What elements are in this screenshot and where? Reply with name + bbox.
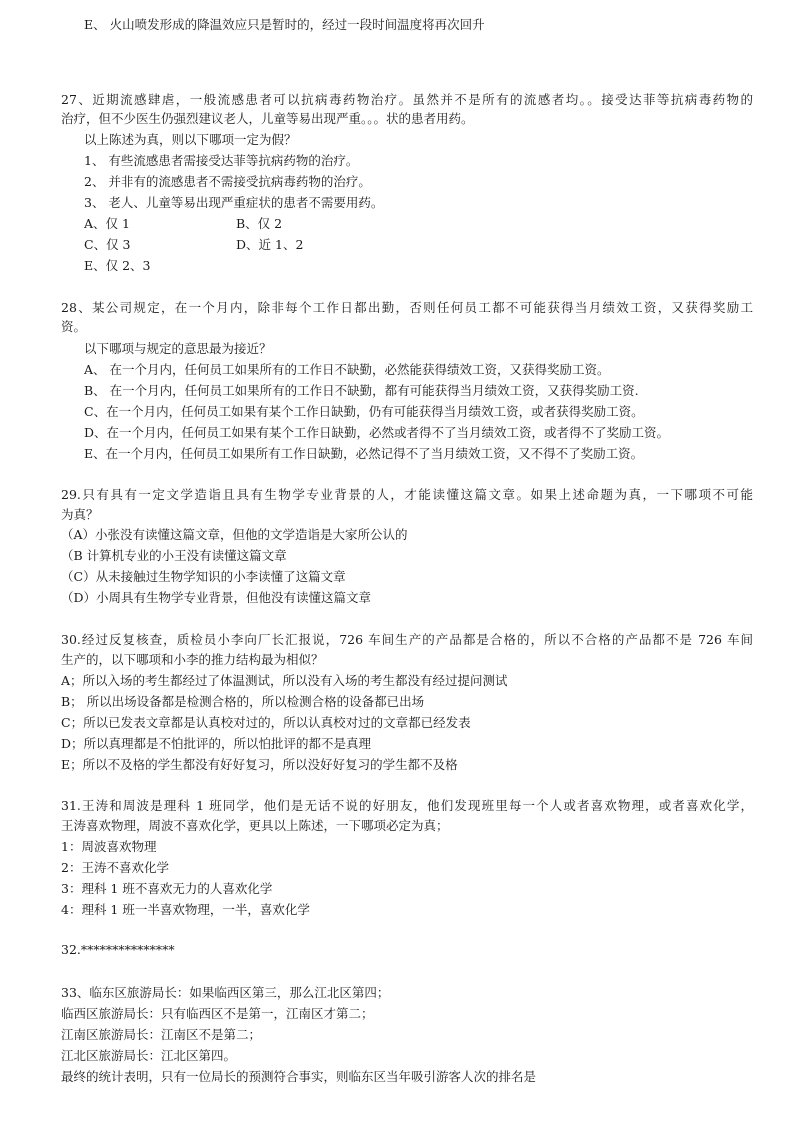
q29-option-d: （D）小周具有生物学专业背景，但他没有读懂这篇文章: [61, 590, 372, 605]
q27-prompt: 以上陈述为真，则以下哪项一定为假？: [84, 132, 297, 147]
q27-option-e: E、仅 2、3: [84, 258, 151, 273]
q30-option-b: B； 所以出场设备都是检测合格的，所以检测合格的设备都已出场: [61, 694, 425, 709]
q29-option-a: （A）小张没有读懂这篇文章，但他的文学造诣是大家所公认的: [61, 527, 408, 542]
q32-stem: 32.***************: [61, 942, 175, 957]
q29-stem-line2: 为真？: [61, 507, 99, 522]
q30-stem-line1: 30.经过反复核查，质检员小李向厂长汇报说，726 车间生产的产品都是合格的，所以不合格的产品都不是 726 车间: [61, 632, 753, 647]
q29-option-b: （B 计算机专业的小王没有读懂这篇文章: [61, 548, 287, 563]
q31-option-3: 3：理科 1 班不喜欢无力的人喜欢化学: [61, 881, 273, 896]
q27-option-b: B、仅 2: [236, 216, 283, 231]
q28-option-d: D、在一个月内，任何员工如果有某个工作日缺勤，必然或者得不了当月绩效工资，或者得不了奖励工资。: [84, 425, 670, 440]
q28-option-a: A、 在一个月内，任何员工如果所有的工作日不缺勤，必然能获得绩效工资，又获得奖励工资。: [84, 362, 610, 377]
q28-stem-line1: 28、某公司规定，在一个月内，除非每个工作日都出勤，否则任何员工都不可能获得当月绩效工资，又获得奖励工: [61, 300, 753, 315]
q27-option-a: A、仅 1: [84, 216, 130, 231]
q27-option-c: C、仅 3: [84, 237, 131, 252]
q30-option-a: A；所以入场的考生都经过了体温测试，所以没有入场的考生都没有经过提问测试: [61, 673, 508, 688]
q33-line2: 临西区旅游局长：只有临西区不是第一，江南区才第二；: [61, 1006, 374, 1021]
q29-stem-line1: 29.只有具有一定文学造诣且具有生物学专业背景的人，才能读懂这篇文章。如果上述命题为真，一下哪项不可能: [61, 487, 753, 502]
q31-option-1: 1：周波喜欢物理: [61, 839, 157, 854]
q27-stem-line1: 27、近期流感肆虐，一般流感患者可以抗病毒药物治疗。虽然并不是所有的流感者均。。接受达菲等抗病毒药物的: [61, 92, 753, 107]
q27-statement-1: 1、 有些流感患者需接受达菲等抗病药物的治疗。: [84, 153, 359, 168]
q30-option-e: E；所以不及格的学生都没有好好复习，所以没好好复习的学生都不及格: [61, 757, 458, 772]
q33-line3: 江南区旅游局长：江南区不是第二；: [61, 1027, 262, 1042]
q27-statement-2: 2、 并非有的流感患者不需接受抗病毒药物的治疗。: [84, 174, 371, 189]
q31-stem-line2: 王涛喜欢物理，周波不喜欢化学，更具以上陈述，一下哪项必定为真；: [61, 818, 449, 833]
q33-line4: 江北区旅游局长：江北区第四。: [61, 1048, 237, 1063]
q28-stem-line2: 资。: [61, 319, 87, 334]
q28-option-c: C、在一个月内，任何员工如果有某个工作日缺勤，仍有可能获得当月绩效工资，或者获得奖励工资。: [84, 404, 644, 419]
q28-option-b: B、 在一个月内，任何员工如果所有的工作日不缺勤，都有可能获得当月绩效工资，又获得奖励工资.: [84, 383, 639, 398]
q33-line1: 33、临东区旅游局长：如果临西区第三，那么江北区第四；: [61, 985, 390, 1000]
q26-option-e: E、 火山喷发形成的降温效应只是暂时的，经过一段时间温度将再次回升: [84, 17, 485, 32]
q33-line5: 最终的统计表明，只有一位局长的预测符合事实，则临东区当年吸引游客人次的排名是: [61, 1069, 537, 1084]
q27-stem-line2: 治疗，但不少医生仍强烈建议老人，儿童等易出现严重。。。状的患者用药。: [61, 111, 474, 126]
q30-stem-line2: 生产的，以下哪项和小李的推力结构最为相似？: [61, 652, 324, 667]
q31-stem-line1: 31.王涛和周波是理科 1 班同学，他们是无话不说的好朋友，他们发现班里每一个人或者喜欢物理，或者喜欢化学，: [61, 798, 753, 813]
q27-option-d: D、近 1、2: [236, 237, 304, 252]
q30-option-c: C；所以已发表文章都是认真校对过的，所以认真校对过的文章都已经发表: [61, 715, 471, 730]
q30-option-d: D；所以真理都是不怕批评的，所以怕批评的都不是真理: [61, 736, 372, 751]
q28-prompt: 以下哪项与规定的意思最为接近？: [84, 341, 272, 356]
q31-option-4: 4：理科 1 班一半喜欢物理，一半，喜欢化学: [61, 902, 310, 917]
q29-option-c: （C）从未接触过生物学知识的小李读懂了这篇文章: [61, 569, 346, 584]
q31-option-2: 2：王涛不喜欢化学: [61, 860, 169, 875]
q27-statement-3: 3、 老人、儿童等易出现严重症状的患者不需要用药。: [84, 195, 384, 210]
q28-option-e: E、在一个月内，任何员工如果所有工作日缺勤，必然记得不了当月绩效工资，又不得不了奖励工资。: [84, 446, 644, 461]
